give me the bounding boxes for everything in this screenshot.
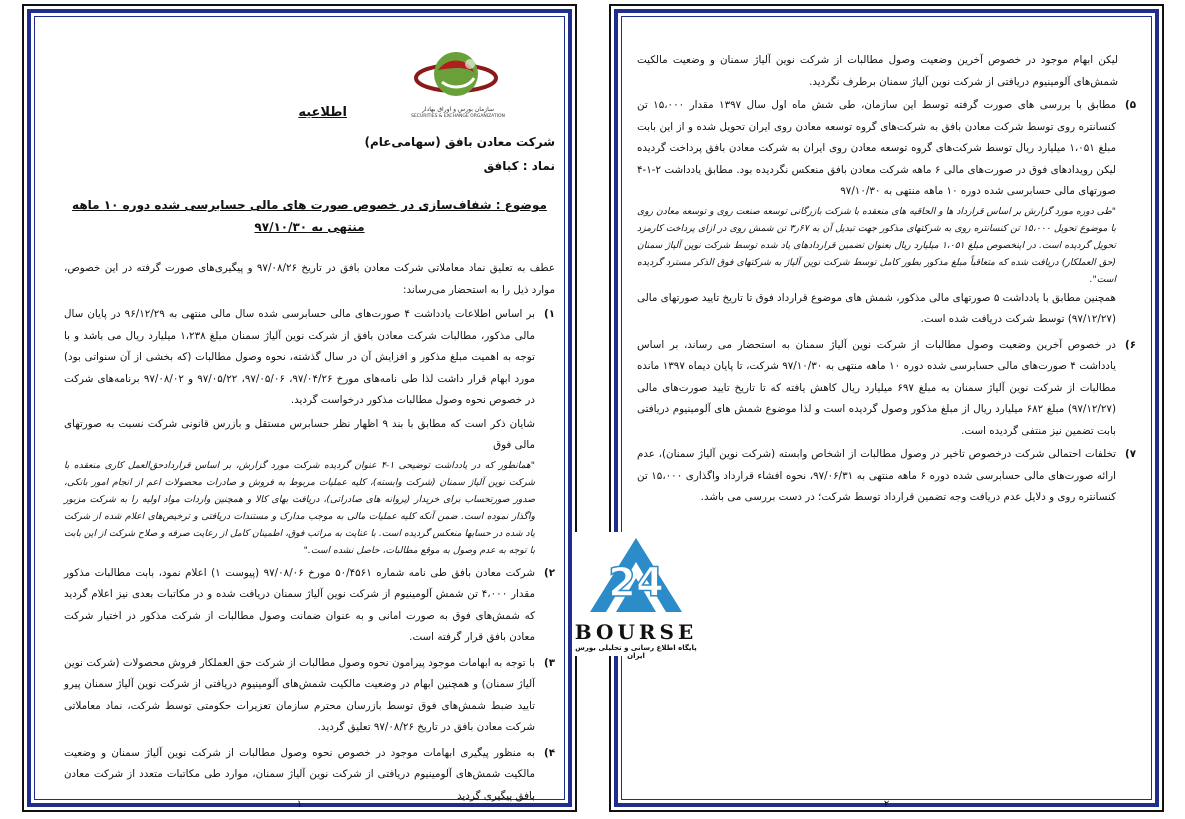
subject-line: موضوع : شفاف‌سازی در خصوص صورت های مالی حسابرسی شده دوره ۱۰ ماهه منتهی به ۹۷/۱۰/۳۰ xyxy=(72,198,547,234)
list-item-number: ۳) xyxy=(543,656,555,669)
list-item-number: ۷) xyxy=(1124,448,1136,460)
seo-logo-caption-en: SECURITIES & EXCHANGE ORGANIZATION xyxy=(411,114,505,119)
list-item-text: بر اساس اطلاعات یادداشت ۴ صورت‌های مالی حسابرسی شده سال مالی منتهی به ۹۶/۱۲/۲۹ در پایان سال مالی مذکور، مطالبات شرکت معادن بافق از شرکت نوین آلیاژ سمنان مبلغ ۱،۲۳۸ میلیارد ریال می باشد و با توجه به اهمیت مبلغ مذکور و افزایش آن در سال گذشته، نحوه وصول مطالبات (که بخشی از آن سنواتی بود) مورد ابهام قرار داشت لذا طی نامه‌های مورخ ۹۷/۰۴/۲۶، ۹۷/۰۵/۰۶، ۹۷/۰۵/۲۲ و ۹۷/۰۸/۰۲ برنامه‌های شرکت در خصوص نحوه وصول مطالبات مذکور درخواست گردید. xyxy=(64,308,535,406)
list-item-text: تخلفات احتمالی شرکت درخصوص تاخیر در وصول مطالبات از اشخاص وابسته (شرکت نوین آلیاژ سمنان)، عدم ارائه صورت‌های مالی حسابرسی شده دوره ۶ ماهه منتهی به ۹۷/۰۶/۳۱، نحوه افشاء قرارداد واگذاری ۱۵،۰۰۰ تن کنسانتره روی و دلایل عدم دریافت وجه تضمین قرارداد توسط شرکت؛ در دست بررسی می باشد. xyxy=(637,448,1116,503)
continued-paragraph: لیکن ابهام موجود در خصوص آخرین وضعیت وصول مطالبات از شرکت نوین آلیاژ سمنان و وضعیت مالکیت شمش‌های آلومینیوم دریافتی از شرکت نوین آلیاژ سمنان برطرف نگردید. xyxy=(637,54,1118,88)
list-item xyxy=(64,563,555,649)
list-item-text: همچنین مطابق با یادداشت ۵ صورتهای مالی مذکور، شمش های موضوع قرارداد فوق تا تاریخ تایید صورتهای مالی (۹۷/۱۲/۲۷) توسط شرکت دریافت شده است. xyxy=(637,291,1116,325)
list-item xyxy=(637,95,1136,331)
list-item-text: شایان ذکر است که مطابق با بند ۹ اظهار نظر حسابرس مستقل و بازرس قانونی شرکت نسبت به صورتهای مالی فوق xyxy=(64,417,535,451)
bourse24-logo-icon xyxy=(572,532,700,616)
page2-content xyxy=(637,50,1136,509)
list-item-text: در خصوص آخرین وضعیت وصول مطالبات از شرکت نوین آلیاژ سمنان به استحضار می رساند، بر اساس یادداشت ۴ صورت‌های مالی حسابرسی شده دوره ۱۰ ماهه منتهی به ۹۷/۱۰/۳۰ شرکت، تا پایان دیماه ۱۳۹۷ مانده مطالبات از شرکت نوین آلیاژ سمنان به مبلغ ۶۹۷ میلیارد ریال کاهش یافته که تا تاریخ تایید صورت‌های مالی (۹۷/۱۲/۲۷) مبلغ ۶۸۲ میلیارد ریال از مبلغ مذکور وصول گردیده است و لذا موضوع شمش های آلومینیوم دریافتی بابت تضمین نیز منتفی گردیده است. xyxy=(637,338,1117,437)
quoted-audit-note: "طی دوره مورد گزارش بر اساس قرارداد ها و الحاقیه های منعقده با شرکت بازرگانی توسعه صنعت روی و توسعه معادن روی با موضوع تحویل ۱۵،۰۰۰ تن کنسانتره روی به شرکتهای مذکور جهت تبدیل آن به ۶۷ر۳ تن شمش روی در ازای پرداخت کارمزد تحویل گردیده است. در اینخصوص مبلغ ۱،۰۵۱ میلیارد ریال بعنوان تضمین قراردادهای یاد شده توسط شرکت نوین آلیاژ سمنان (حق العملکار) دریافت شده که متعاقباً مبلغ مذکور بطور کامل توسط شرکت نوین آلیاژ به شرکتهای فوق الذکر مسترد گردیده است". xyxy=(637,205,1116,285)
list-item-text: با توجه به ابهامات موجود پیرامون نحوه وصول مطالبات از شرکت حق العملکار فروش محصولات (شرکت نوین آلیاژ سمنان) و همچنین ابهام در وضعیت مالکیت شمش‌های آلومینیوم دریافتی از شرکت نوین آلیاژ سمنان پیرو تایید ضبط شمش‌های فوق توسط بازرسان محترم سازمان تعزیرات حکومتی توسط شرکت، نماد معاملاتی شرکت معادن بافق در تاریخ ۹۷/۰۸/۲۶ تعلیق گردید. xyxy=(64,656,535,733)
page-title: اطلاعیه xyxy=(298,105,347,120)
list-item xyxy=(637,444,1136,509)
list-item-text: مطابق با بررسی های صورت گرفته توسط این سازمان، طی شش ماه اول سال ۱۳۹۷ مقدار ۱۵،۰۰۰ تن کنسانتره روی توسط شرکت معادن بافق به شرکت‌های گروه توسعه معادن روی ایران تحویل شده و از این بابت مبلغ ۱،۰۵۱ میلیارد ریال توسط شرکت‌های گروه توسعه معادن روی ایران به شرکت معادن بافق پرداخت گردیده لیکن رویدادهای فوق در صورت‌های مالی ۶ ماهه شرکت معادن بافق منعکس نگردیده بود. مطابق یادداشت ۲-۱-۴ صورتهای مالی حسابرسی شده دوره ۱۰ ماهه منتهی به ۹۷/۱۰/۳۰ xyxy=(637,99,1117,197)
list-item-number: ۵) xyxy=(1124,99,1136,111)
list-item-text: شرکت معادن بافق طی نامه شماره ۵۰/۴۵۶۱ مورخ ۹۷/۰۸/۰۶ (پیوست ۱) اعلام نمود، بابت مطالبات مذکور مقدار ۴،۰۰۰ تن شمش آلومینیوم از شرکت نوین آلیاژ سمنان دریافت شده و در مکاتبات بعدی نیز اعلام گردید که شمش‌های فوق به صورت امانی و به عنوان ضمانت وصول مطالبات از شرکت مذکور در اختیار شرکت معادن بافق قرار گرفته است. xyxy=(64,566,535,643)
ticker-symbol: نماد : کبافق xyxy=(483,158,555,173)
bourse24-brand: BOURSE xyxy=(574,620,698,644)
page1-content xyxy=(64,102,555,807)
bourse24-watermark xyxy=(572,532,700,660)
document-page-1 xyxy=(22,4,577,812)
intro-paragraph: عطف به تعلیق نماد معاملاتی شرکت معادن بافق در تاریخ ۹۷/۰۸/۲۶ و پیگیری‌های صورت گرفته در این خصوص، موارد ذیل را به استحضار می‌رساند: xyxy=(64,262,555,296)
company-name: شرکت معادن بافق (سهامی‌عام) xyxy=(364,135,555,149)
page-number: ۱ xyxy=(296,799,303,810)
list-item-text: به منظور پیگیری ابهامات موجود در خصوص نحوه وصول مطالبات از شرکت نوین آلیاژ سمنان و وضعیت مالکیت شمش‌های آلومینیوم دریافتی از شرکت نوین آلیاژ سمنان، موارد طی مکاتبات متعدد از شرکت معادن بافق پیگیری گردید xyxy=(64,746,535,802)
quoted-audit-note: "همانطور که در یادداشت توضیحی ۱-۴ عنوان گردیده شرکت مورد گزارش، بر اساس قراردادحق‌العمل کاری منعقده با شرکت نوین آلیاژ سمنان (شرکت وابسته)، کلیه عملیات مربوط به فروش و صادرات محصولات اعم از انجام امور بانکی، صدور صورتحساب برای خریدار (پروانه های صادراتی)، دریافت بهای کالا و همچنین واردات مواد اولیه را به شرکت مزبور واگذار نموده است. ضمن آنکه کلیه عملیات مالی به موجب مدارک و مستندات دریافتی و ترخیص‌های اعلام شده از شرکت یاد شده در حسابها منعکس گردیده است. با عنایت به مراتب فوق، اطمینان کامل از رعایت صرفه و صلاح شرکت از این بابت با توجه به عدم وصول به موقع مطالبات، حاصل نشده است." xyxy=(64,459,535,556)
list-item-number: ۲) xyxy=(543,566,555,579)
page-number: ۲ xyxy=(883,799,890,810)
list-item-number: ۴) xyxy=(543,746,555,759)
document-page-2 xyxy=(609,4,1164,812)
list-item-number: ۱) xyxy=(543,308,555,320)
list-item-number: ۶) xyxy=(1124,338,1136,351)
seo-logo-icon xyxy=(408,48,508,106)
list-item xyxy=(64,304,555,559)
seo-logo-caption-fa: سازمان بورس و اوراق بهادار xyxy=(421,106,494,113)
bourse24-subtitle: پایگاه اطلاع رسانی و تحلیلی بورس ایران xyxy=(575,644,697,660)
list-item xyxy=(64,743,555,808)
list-item xyxy=(64,653,555,739)
list-item xyxy=(637,335,1136,443)
bourse24-digits: 24 xyxy=(608,560,664,606)
